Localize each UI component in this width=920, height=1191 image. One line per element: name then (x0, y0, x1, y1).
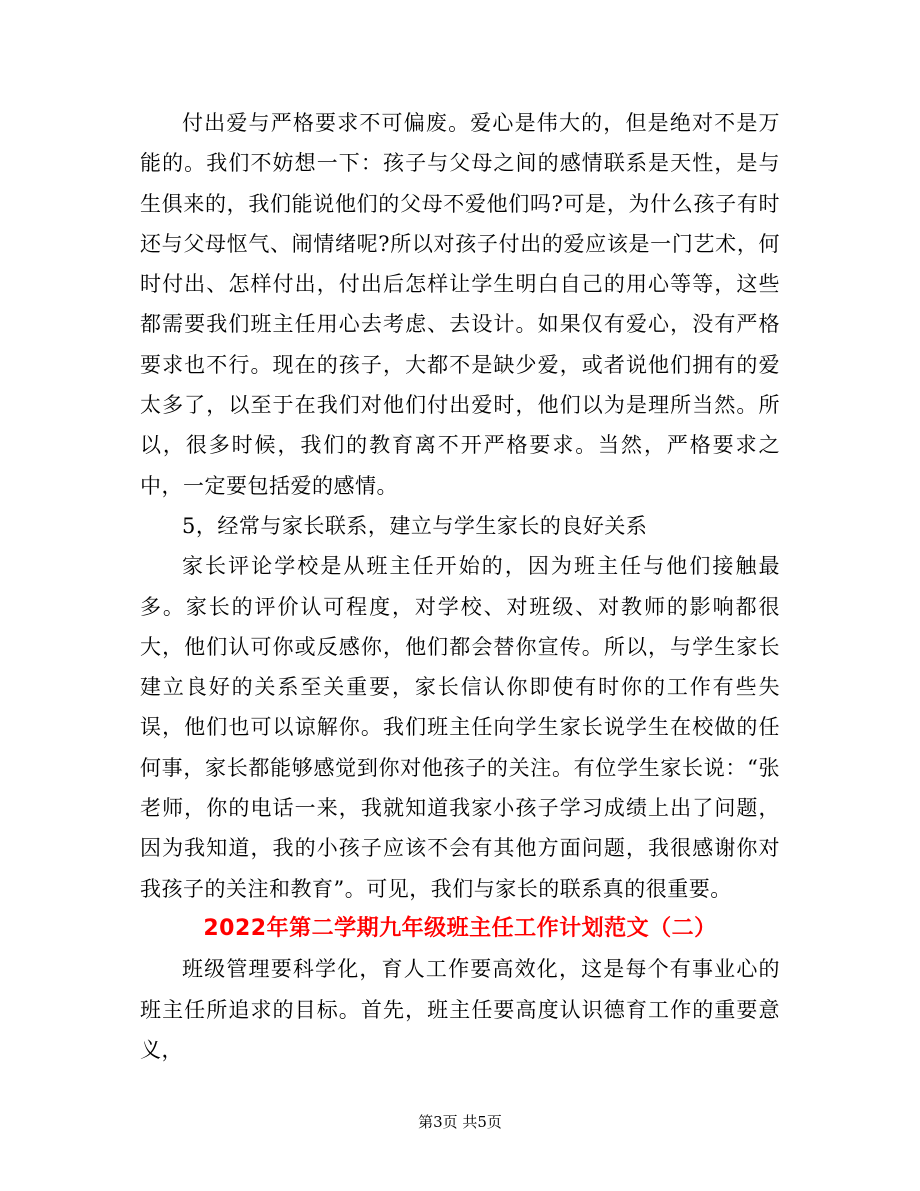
paragraph-point-5-heading: 5，经常与家长联系，建立与学生家长的良好关系 (182, 513, 648, 538)
page-number-footer: 第3页 共5页 (418, 1113, 502, 1131)
paragraph-class-management: 班级管理要科学化，育人工作要高效化，这是每个有事业心的班主任所追求的目标。首先，班主任要高度认识德育工作的重要意义， (140, 957, 780, 1062)
paragraph-love-and-strictness: 付出爱与严格要求不可偏废。爱心是伟大的，但是绝对不是万能的。我们不妨想一下：孩子与父母之间的感情联系是天性，是与生俱来的，我们能说他们的父母不爱他们吗?可是，为什么孩子有时还与父母怄气、闹情绪呢?所以对孩子付出的爱应该是一门艺术，何时付出、怎样付出，付出后怎样让学生明白自己的用心等等，这些都需要我们班主任用心去考虑、去设计。如果仅有爱心，没有严格要求也不行。现在的孩子，大都不是缺少爱，或者说他们拥有的爱太多了，以至于在我们对他们付出爱时，他们以为是理所当然。所以，很多时候，我们的教育离不开严格要求。当然，严格要求之中，一定要包括爱的感情。 (140, 111, 780, 498)
paragraph-parent-contact: 家长评论学校是从班主任开始的，因为班主任与他们接触最多。家长的评价认可程度，对学校、对班级、对教师的影响都很大，他们认可你或反感你，他们都会替你宣传。所以，与学生家长建立良好的关系至关重要，家长信认你即使有时你的工作有些失误，他们也可以谅解你。我们班主任向学生家长说学生在校做的任何事，家长都能够感觉到你对他孩子的关注。有位学生家长说：“张老师，你的电话一来，我就知道我家小孩子学习成绩上出了问题，因为我知道，我的小孩子应该不会有其他方面问题，我很感谢你对我孩子的关注和教育”。可见，我们与家长的联系真的很重要。 (140, 554, 780, 901)
section-title: 2022年第二学期九年级班主任工作计划范文（二） (203, 915, 717, 941)
page-content (140, 103, 780, 1070)
